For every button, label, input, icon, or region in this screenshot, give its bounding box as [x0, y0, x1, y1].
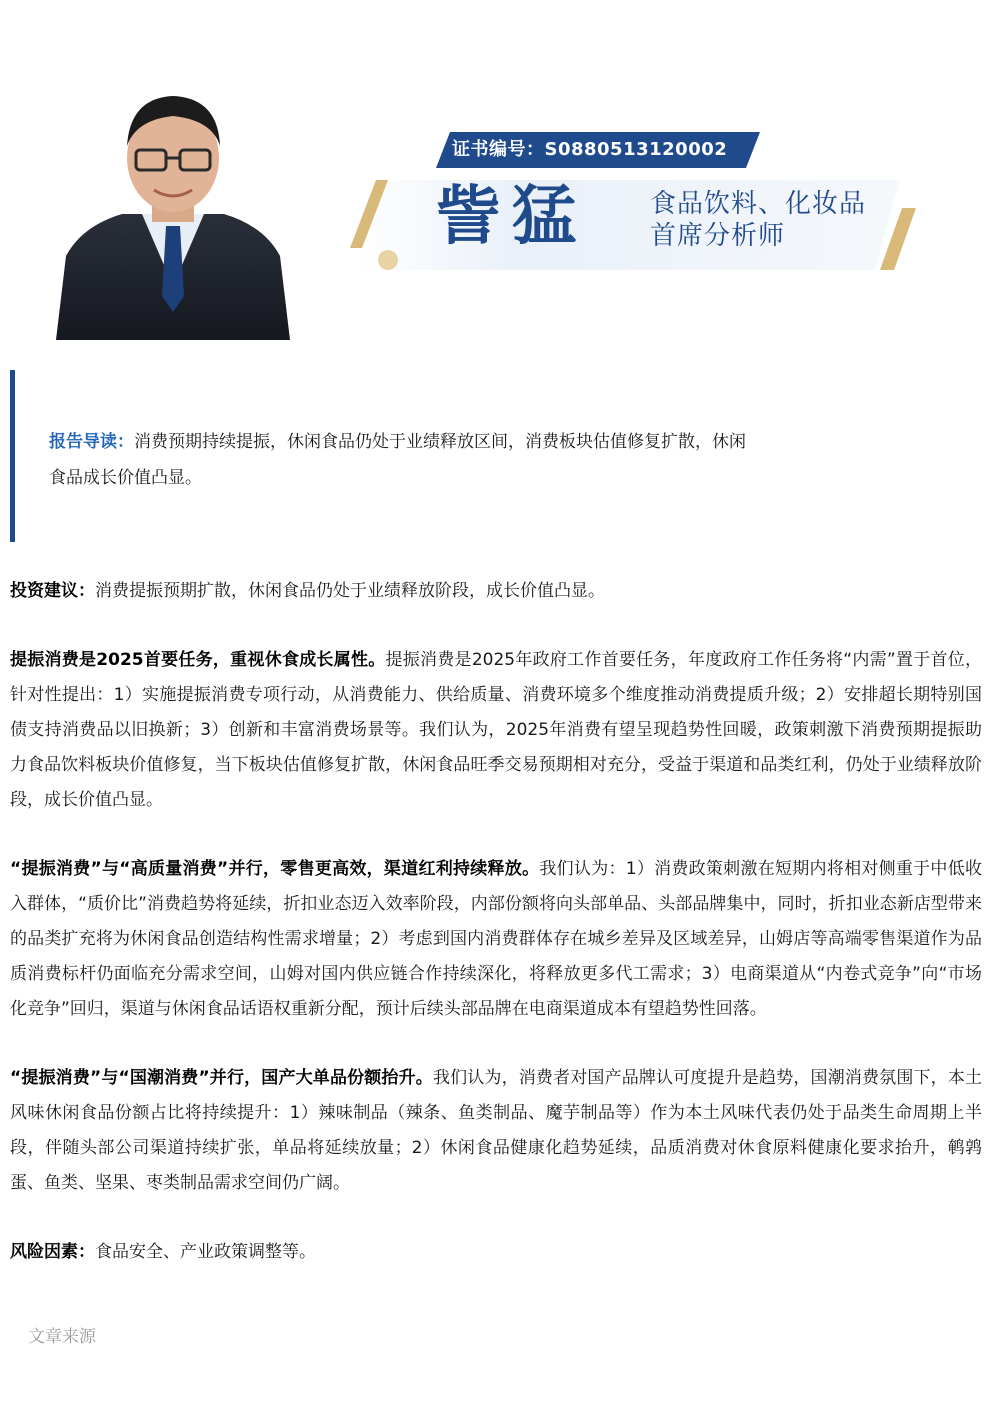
analyst-title-line-2: 首席分析师 [650, 221, 786, 251]
analyst-title-line-1: 食品饮料、化妆品 [650, 189, 867, 219]
intro-label: 报告导读： [49, 432, 134, 452]
paragraph-body: 提振消费是2025年政府工作首要任务，年度政府工作任务将“内需”置于首位，针对性提出：1）实施提振消费专项行动，从消费能力、供给质量、消费环境多个维度推动消费提质升级；2）安排超长期特别国债支持消费品以旧换新；3）创新和丰富消费场景等。我们认为，2025年消费有望呈现趋势性回暖，政策刺激下消费预期提振助力食品饮料板块价值修复，当下板块估值修复扩散，休闲食品旺季交易预期相对充分，受益于渠道和品类红利，仍处于业绩释放阶段，成长价值凸显。 [10, 650, 982, 810]
paragraph-risk-factors [10, 1235, 982, 1270]
paragraph-heading: 提振消费是2025首要任务，重视休食成长属性。 [10, 650, 386, 670]
article-body [10, 574, 982, 1304]
report-intro [10, 370, 890, 542]
paragraph-body: 我们认为，消费者对国产品牌认可度提升是趋势，国潮消费氛围下，本土风味休闲食品份额占比将持续提升：1）辣味制品（辣条、鱼类制品、魔芋制品等）作为本土风味代表仍处于品类生命周期上半段，伴随头部公司渠道持续扩张，单品将延续放量；2）休闲食品健康化趋势延续，品质消费对休食原料健康化要求抬升，鹌鹑蛋、鱼类、坚果、枣类制品需求空间仍广阔。 [10, 1068, 982, 1193]
paragraph-body: 消费提振预期扩散，休闲食品仍处于业绩释放阶段，成长价值凸显。 [95, 581, 605, 601]
paragraph-heading: “提振消费”与“国潮消费”并行，国产大单品份额抬升。 [10, 1068, 433, 1088]
paragraph-body: 食品安全、产业政策调整等。 [95, 1242, 316, 1262]
paragraph-heading: “提振消费”与“高质量消费”并行，零售更高效，渠道红利持续释放。 [10, 859, 540, 879]
analyst-header [0, 0, 992, 360]
analyst-title [650, 188, 866, 252]
paragraph-guochao-consumption [10, 1061, 982, 1201]
paragraph-high-quality-consumption [10, 852, 982, 1027]
article-source-link[interactable]: 文章来源 [28, 1327, 96, 1347]
paragraph-consumption-priority [10, 643, 982, 818]
paragraph-heading: 风险因素： [10, 1242, 95, 1262]
analyst-name: 訾猛 [436, 179, 588, 254]
intro-body-line-2: 食品成长价值凸显。 [49, 468, 202, 488]
paragraph-body: 我们认为：1）消费政策刺激在短期内将相对侧重于中低收入群体，“质价比”消费趋势将延续，折扣业态迈入效率阶段，内部份额将向头部单品、头部品牌集中，同时，折扣业态新店型带来的品类扩充将为休闲食品创造结构性需求增量；2）考虑到国内消费群体存在城乡差异及区域差异，山姆店等高端零售渠道作为品质消费标杆仍面临充分需求空间，山姆对国内供应链合作持续深化，将释放更多代工需求；3）电商渠道从“内卷式竞争”向“市场化竞争”回归，渠道与休闲食品话语权重新分配，预计后续头部品牌在电商渠道成本有望趋势性回落。 [10, 859, 982, 1019]
analyst-photo [52, 86, 294, 340]
intro-body: 消费预期持续提振，休闲食品仍处于业绩释放区间，消费板块估值修复扩散，休闲 [134, 432, 746, 452]
intro-text [49, 424, 889, 496]
certificate-number: 证书编号：S0880513120002 [452, 139, 728, 160]
paragraph-heading: 投资建议： [10, 581, 95, 601]
paragraph-investment-advice [10, 574, 982, 609]
